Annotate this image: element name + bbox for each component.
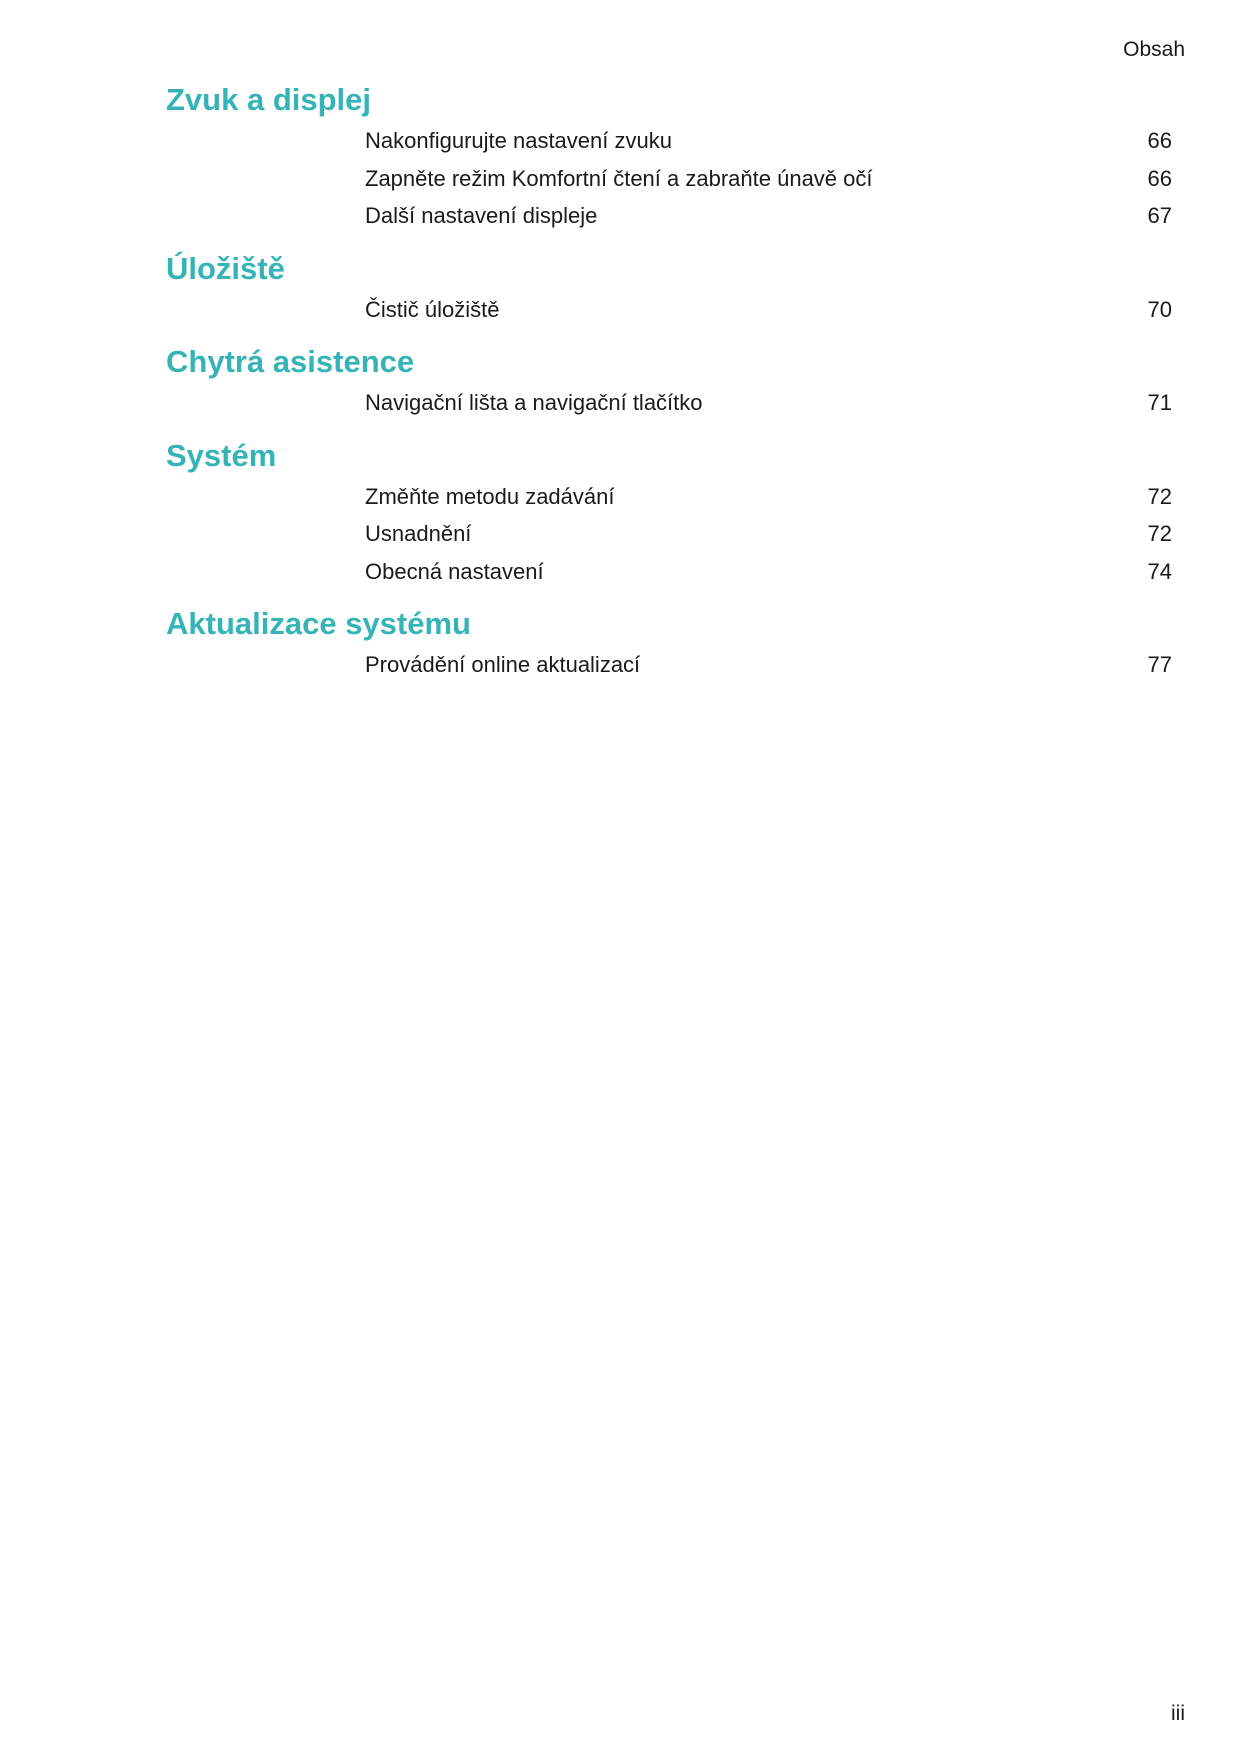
- toc-section: [0, 247, 1240, 329]
- toc-entry[interactable]: [0, 515, 1240, 553]
- toc-section: [0, 602, 1240, 684]
- toc-section: [0, 434, 1240, 591]
- toc-entry[interactable]: [0, 160, 1240, 198]
- toc-entry-page: 74: [1147, 558, 1172, 584]
- toc-section: [0, 340, 1240, 422]
- toc-entry-page: 66: [1147, 165, 1172, 191]
- section-title[interactable]: Systém: [166, 437, 277, 473]
- toc-entry-label: Změňte metodu zadávání: [365, 483, 615, 509]
- toc-entry-label: Navigační lišta a navigační tlačítko: [365, 390, 703, 415]
- toc-entry-label: Nakonfigurujte nastavení zvuku: [365, 128, 672, 153]
- toc-entry-label: Čistič úložiště: [365, 296, 500, 322]
- section-title[interactable]: Zvuk a displej: [166, 82, 372, 117]
- toc-entry[interactable]: [0, 291, 1240, 329]
- toc-entry[interactable]: [0, 553, 1240, 591]
- toc-entry[interactable]: [0, 197, 1240, 235]
- toc-entry-page: 70: [1147, 296, 1172, 322]
- toc-entry-page: 71: [1147, 390, 1172, 415]
- toc-entry[interactable]: [0, 122, 1240, 160]
- toc-entry-page: 72: [1147, 483, 1172, 509]
- toc-entry-label: Provádění online aktualizací: [365, 652, 641, 677]
- toc-entry-label: Další nastavení displeje: [365, 203, 598, 228]
- toc-entry-page: 67: [1147, 203, 1172, 228]
- toc-entry-page: 77: [1147, 652, 1172, 677]
- section-title[interactable]: Chytrá asistence: [166, 344, 415, 379]
- toc-entry[interactable]: [0, 478, 1240, 516]
- toc-section: [0, 78, 1240, 235]
- toc-entry-page: 72: [1147, 521, 1172, 546]
- running-header: Obsah: [1123, 38, 1185, 61]
- table-of-contents: [0, 78, 1240, 696]
- section-title[interactable]: Úložiště: [166, 250, 285, 286]
- toc-entry-label: Obecná nastavení: [365, 558, 544, 584]
- page-number: iii: [1171, 1702, 1185, 1725]
- toc-entry-label: Zapněte režim Komfortní čtení a zabraňte únavě očí: [365, 165, 873, 191]
- toc-entry-label: Usnadnění: [365, 521, 472, 546]
- toc-entry-page: 66: [1147, 128, 1172, 153]
- section-title[interactable]: Aktualizace systému: [166, 606, 471, 641]
- toc-entry[interactable]: [0, 384, 1240, 422]
- toc-entry[interactable]: [0, 646, 1240, 684]
